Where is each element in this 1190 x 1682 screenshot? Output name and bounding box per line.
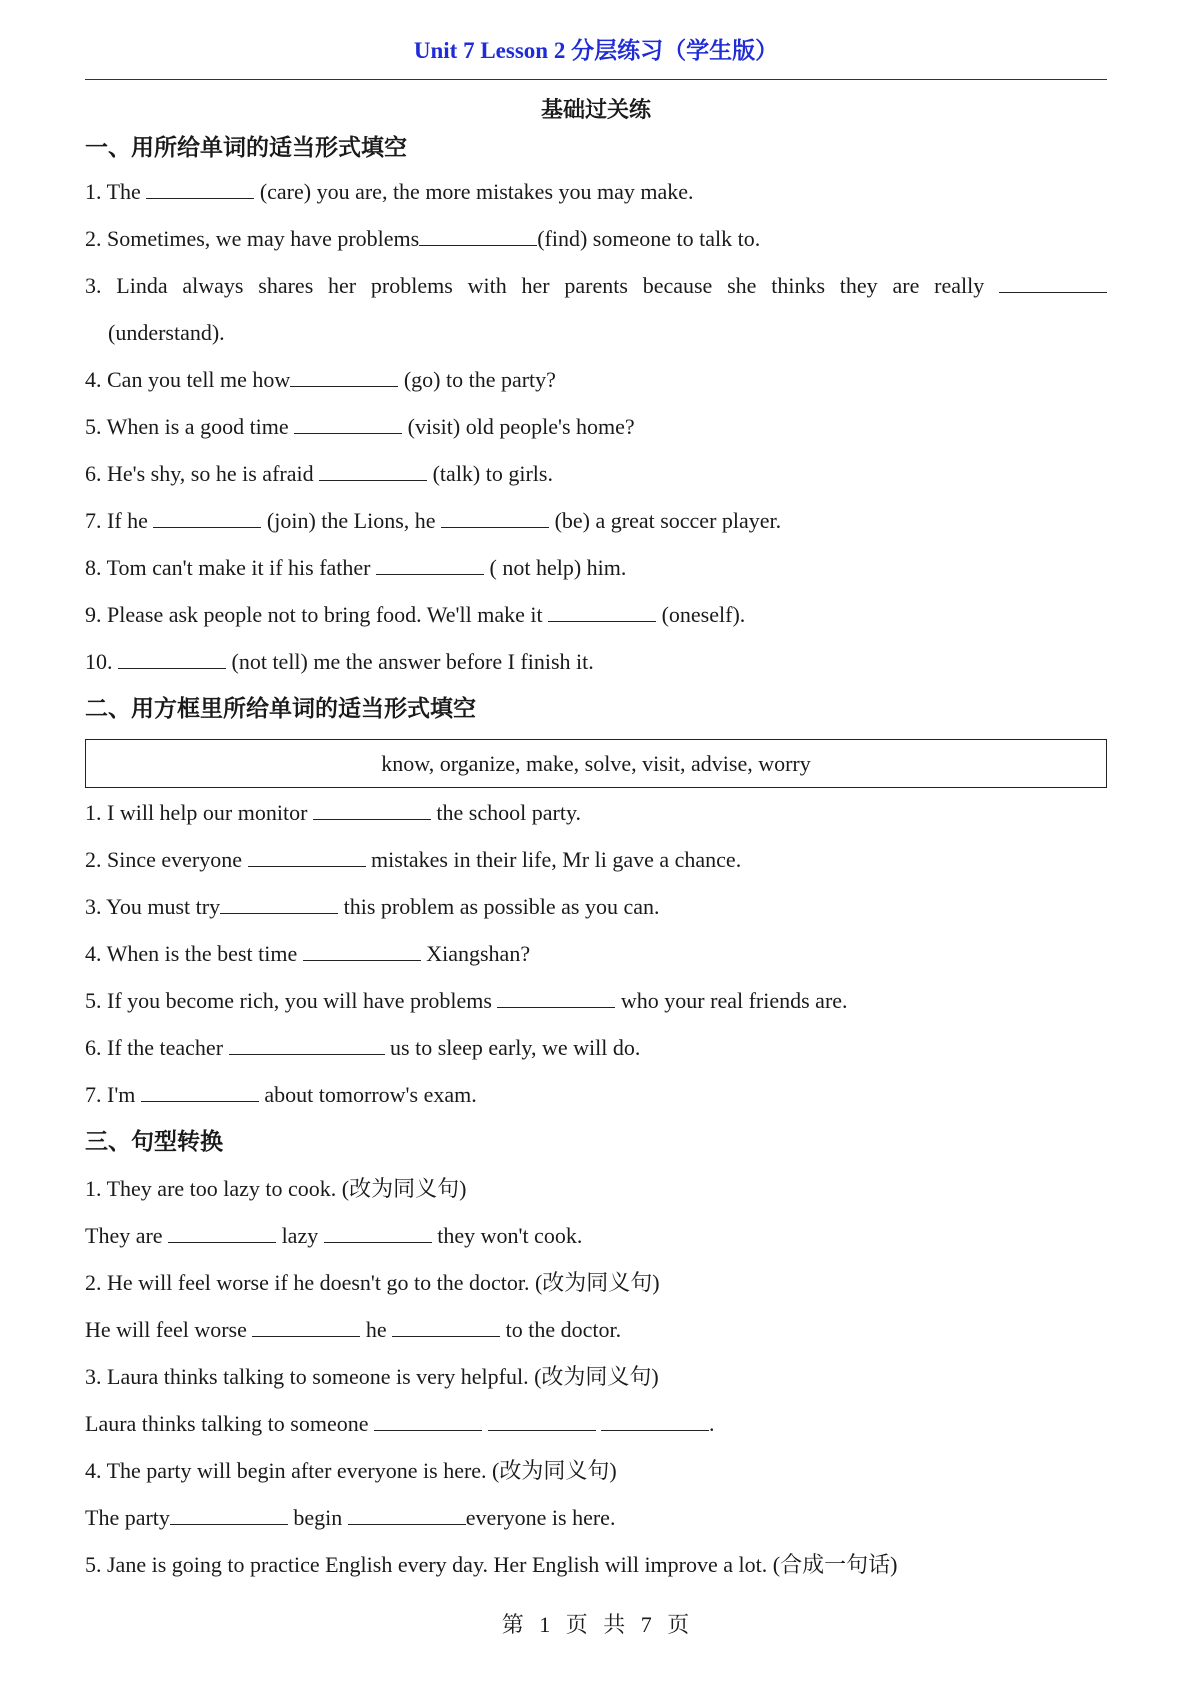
answer-blank[interactable] [999,270,1107,293]
header-title: Unit 7 Lesson 2 分层练习（学生版） [413,38,779,63]
answer-blank[interactable] [548,599,656,622]
word-box: know, organize, make, solve, visit, advise, worry [85,739,1107,788]
section2-title: 二、用方框里所给单词的适当形式填空 [85,696,476,721]
answer-blank[interactable] [252,1314,360,1337]
s1-item-3-continued: (understand). [108,320,225,345]
answer-blank[interactable] [497,985,615,1008]
s3-item-2-answer: He will feel worse he to the doctor. [85,1314,1107,1346]
s2-item-1: 1. I will help our monitor the school party. [85,797,1107,829]
answer-blank[interactable] [141,1079,259,1102]
total-page-number: 7 [640,1612,653,1637]
s3-item-2-question: 2. He will feel worse if he doesn't go to the doctor. (改为同义句) [85,1270,660,1295]
section1-title: 一、用所给单词的适当形式填空 [85,135,407,160]
answer-blank[interactable] [324,1220,432,1243]
s2-item-4: 4. When is the best time Xiangshan? [85,938,1107,970]
answer-blank[interactable] [303,938,421,961]
s3-item-3-answer: Laura thinks talking to someone . [85,1408,1107,1440]
s3-item-3-question: 3. Laura thinks talking to someone is very helpful. (改为同义句) [85,1364,659,1389]
s3-item-1-answer: They are lazy they won't cook. [85,1220,1107,1252]
answer-blank[interactable] [392,1314,500,1337]
s2-item-5: 5. If you become rich, you will have problems who your real friends are. [85,985,1107,1017]
s1-item-3: 3. Linda always shares her problems with her parents because she thinks they are really [85,270,1107,302]
answer-blank[interactable] [294,411,402,434]
s2-item-2: 2. Since everyone mistakes in their life, Mr li gave a chance. [85,844,1107,876]
section-subtitle: 基础过关练 [540,97,651,122]
answer-blank[interactable] [376,552,484,575]
page-footer: 第 1 页 共 7 页 [501,1612,691,1637]
answer-blank[interactable] [170,1502,288,1525]
answer-blank[interactable] [153,505,261,528]
answer-blank[interactable] [229,1032,385,1055]
s1-item-1: 1. The (care) you are, the more mistakes you may make. [85,176,1107,208]
s1-item-10: 10. (not tell) me the answer before I finish it. [85,646,1107,678]
s3-item-1-question: 1. They are too lazy to cook. (改为同义句) [85,1176,467,1201]
answer-blank[interactable] [146,176,254,199]
s3-item-5-question: 5. Jane is going to practice English every day. Her English will improve a lot. (合成一句话) [85,1552,898,1577]
answer-blank[interactable] [220,891,338,914]
s2-item-7: 7. I'm about tomorrow's exam. [85,1079,1107,1111]
answer-blank[interactable] [441,505,549,528]
page-header [85,32,1107,72]
answer-blank[interactable] [348,1502,466,1525]
s3-item-4-answer: The party begin everyone is here. [85,1502,1107,1534]
answer-blank[interactable] [168,1220,276,1243]
s1-item-9: 9. Please ask people not to bring food. We'll make it (oneself). [85,599,1107,631]
s1-item-7: 7. If he (join) the Lions, he (be) a great soccer player. [85,505,1107,537]
answer-blank[interactable] [374,1408,482,1431]
s3-item-4-question: 4. The party will begin after everyone is here. (改为同义句) [85,1458,617,1483]
answer-blank[interactable] [419,223,537,246]
header-rule [85,79,1107,80]
answer-blank[interactable] [248,844,366,867]
s2-item-6: 6. If the teacher us to sleep early, we will do. [85,1032,1107,1064]
s2-item-3: 3. You must try this problem as possible as you can. [85,891,1107,923]
current-page-number: 1 [539,1612,552,1637]
answer-blank[interactable] [313,797,431,820]
s1-item-6: 6. He's shy, so he is afraid (talk) to girls. [85,458,1107,490]
answer-blank[interactable] [488,1408,596,1431]
answer-blank[interactable] [601,1408,709,1431]
answer-blank[interactable] [319,458,427,481]
s1-item-2: 2. Sometimes, we may have problems (find) someone to talk to. [85,223,1107,255]
s1-item-5: 5. When is a good time (visit) old people's home? [85,411,1107,443]
answer-blank[interactable] [118,646,226,669]
s1-item-4: 4. Can you tell me how (go) to the party? [85,364,1107,396]
s1-item-8: 8. Tom can't make it if his father ( not help) him. [85,552,1107,584]
answer-blank[interactable] [290,364,398,387]
section3-title: 三、句型转换 [85,1129,223,1154]
